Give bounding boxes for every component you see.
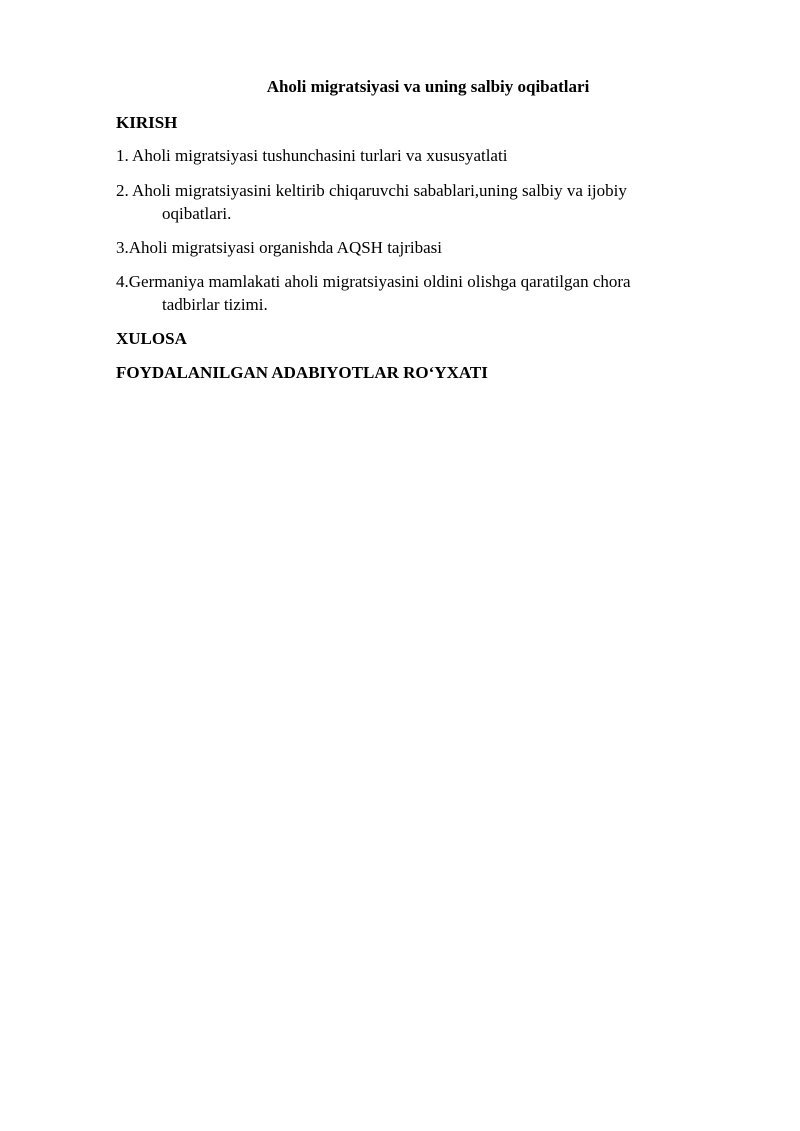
list-item-2-continuation: oqibatlari. [162,204,232,223]
list-item-3: 3.Aholi migratsiyasi organishda AQSH tajribasi [116,238,442,257]
list-item-1: 1. Aholi migratsiyasi tushunchasini turlari va xususyatlati [116,146,508,165]
list-item-4: 4.Germaniya mamlakati aholi migratsiyasini oldini olishga qaratilgan chora [116,272,631,291]
document-title: Aholi migratsiyasi va uning salbiy oqibatlari [266,77,590,96]
list-item-4-continuation: tadbirlar tizimi. [162,295,268,314]
references-heading: FOYDALANILGAN ADABIYOTLAR RO‘YXATI [116,363,488,382]
conclusion-heading: XULOSA [116,329,187,348]
list-item-2: 2. Aholi migratsiyasini keltirib chiqaruvchi sabablari,uning salbiy va ijobiy [116,181,627,200]
intro-heading: KIRISH [116,113,178,132]
